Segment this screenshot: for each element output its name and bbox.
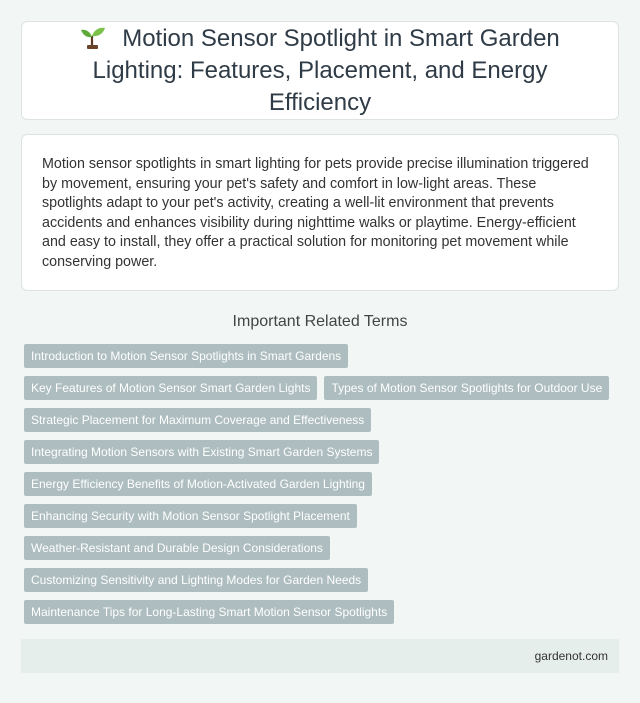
term-row: [24, 472, 620, 504]
related-term-tag[interactable]: Key Features of Motion Sensor Smart Garden Lights: [24, 376, 317, 400]
related-term-tag[interactable]: Weather-Resistant and Durable Design Considerations: [24, 536, 330, 560]
related-term-tag[interactable]: Strategic Placement for Maximum Coverage and Effectiveness: [24, 408, 371, 432]
related-term-tag[interactable]: Enhancing Security with Motion Sensor Spotlight Placement: [24, 504, 357, 528]
term-row: [24, 376, 620, 408]
site-link[interactable]: gardenot.com: [534, 649, 608, 663]
page-title-text: Motion Sensor Spotlight in Smart Garden Lighting: Features, Placement, and Energy Efficiency: [92, 24, 560, 116]
footer: [21, 639, 619, 673]
term-row: [24, 536, 620, 568]
summary-text: Motion sensor spotlights in smart lighting for pets provide precise illumination triggered by movement, ensuring your pet's safety and comfort in low-light areas. These spotlights adapt to your pet's activity, creating a well-lit environment that prevents accidents and enhances visibility during nighttime walks or playtime. Energy-efficient and easy to install, they offer a practical solution for monitoring pet movement while conserving power.: [42, 156, 589, 270]
term-row: [24, 504, 620, 536]
related-term-tag[interactable]: Introduction to Motion Sensor Spotlights in Smart Gardens: [24, 344, 348, 368]
term-row: [24, 344, 620, 376]
related-terms-list: [24, 344, 620, 632]
related-terms-heading: Important Related Terms: [232, 313, 408, 330]
term-row: [24, 600, 620, 632]
summary-card: [21, 134, 619, 291]
term-row: [24, 440, 620, 472]
page-title: [40, 23, 600, 119]
title-card: [21, 21, 619, 120]
sprout-icon: [80, 25, 106, 49]
related-term-tag[interactable]: Maintenance Tips for Long-Lasting Smart Motion Sensor Spotlights: [24, 600, 394, 624]
related-term-tag[interactable]: Types of Motion Sensor Spotlights for Outdoor Use: [324, 376, 609, 400]
related-term-tag[interactable]: Integrating Motion Sensors with Existing Smart Garden Systems: [24, 440, 379, 464]
related-term-tag[interactable]: Customizing Sensitivity and Lighting Modes for Garden Needs: [24, 568, 368, 592]
related-term-tag[interactable]: Energy Efficiency Benefits of Motion-Activated Garden Lighting: [24, 472, 372, 496]
term-row: [24, 408, 620, 440]
term-row: [24, 568, 620, 600]
